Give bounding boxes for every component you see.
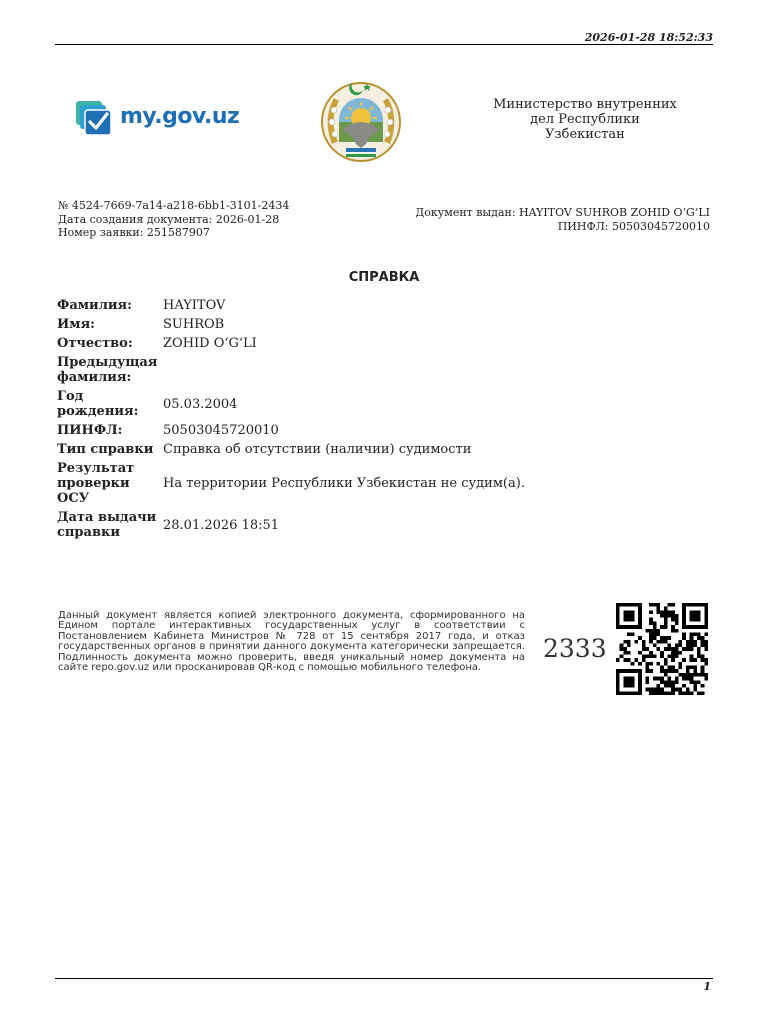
field-row-birth-year — [57, 387, 525, 421]
field-row-name — [57, 315, 525, 334]
field-row-check-result — [57, 459, 525, 508]
issued-to: Документ выдан: HAYITOV SUHROB ZOHID O‘G‘LI — [415, 206, 710, 219]
field-value: ZOHID O‘G‘LI — [163, 336, 257, 351]
field-value: 50503045720010 — [163, 423, 279, 438]
field-label: Тип справки — [57, 442, 154, 457]
ministry-line: дел Республики — [530, 112, 640, 127]
page-number: 1 — [703, 980, 711, 993]
field-value: SUHROB — [163, 317, 225, 332]
issued-pinfl: ПИНФЛ: 50503045720010 — [557, 219, 710, 233]
document-number: № 4524-7669-7a14-a218-6bb1-3101-2434 — [58, 199, 290, 212]
ministry-line: Узбекистан — [545, 127, 625, 142]
verification-code: 2333 — [543, 634, 607, 663]
qr-code-icon[interactable] — [613, 603, 711, 695]
field-label: Отчество: — [57, 336, 133, 351]
field-value: 28.01.2026 18:51 — [163, 517, 280, 533]
request-number: Номер заявки: 251587907 — [58, 226, 210, 239]
field-value: 05.03.2004 — [163, 396, 238, 412]
field-row-pinfl — [57, 421, 525, 440]
ministry-name — [480, 97, 690, 142]
creation-date: Дата создания документа: 2026-01-28 — [58, 212, 280, 226]
field-label: Дата выдачи справки — [57, 510, 157, 540]
field-row-certificate-type — [57, 440, 525, 459]
top-divider — [55, 44, 713, 45]
logo-text: my.gov.uz — [120, 104, 240, 129]
document-title: СПРАВКА — [348, 270, 420, 285]
uzbekistan-state-emblem-icon — [312, 74, 410, 166]
field-label: Год рождения: — [57, 389, 139, 419]
checkmark-stack-icon — [76, 101, 116, 137]
field-row-issue-date — [57, 508, 525, 542]
field-value: HAYITOV — [163, 298, 226, 313]
field-value — [163, 353, 525, 387]
ministry-line: Министерство внутренних — [493, 97, 677, 112]
fields-table — [57, 296, 525, 542]
field-row-patronymic — [57, 334, 525, 353]
field-value: Справка об отсутствии (наличии) судимости — [163, 442, 472, 457]
legal-note: Данный документ является копией электронного документа, сформированного на Едином портале интерактивных государственных услуг в соответствии с Постановлением Кабинета Министров № 728 от 15 сентября 2017 года, и отказ государственных органов в принятии данного документа категорически запрещается. Подлинность документа можно проверить, введя уникальный номер документа на сайте repo.gov.uz или просканировав QR-код с помощью мобильного телефона. — [58, 610, 525, 674]
field-label: Имя: — [57, 317, 95, 332]
mygov-logo[interactable] — [76, 101, 246, 137]
field-row-previous-surname — [57, 353, 525, 387]
field-label: Результат проверки ОСУ — [57, 461, 135, 506]
issued-to-block — [415, 206, 710, 233]
document-meta — [58, 199, 289, 240]
document-timestamp: 2026-01-28 18:52:33 — [584, 31, 713, 44]
field-label: Фамилия: — [57, 298, 132, 313]
field-value: На территории Республики Узбекистан не судим(а). — [163, 476, 525, 491]
field-label: Предыдущая фамилия: — [57, 355, 158, 385]
field-row-surname — [57, 296, 525, 315]
bottom-divider — [55, 978, 713, 979]
field-label: ПИНФЛ: — [57, 423, 123, 438]
